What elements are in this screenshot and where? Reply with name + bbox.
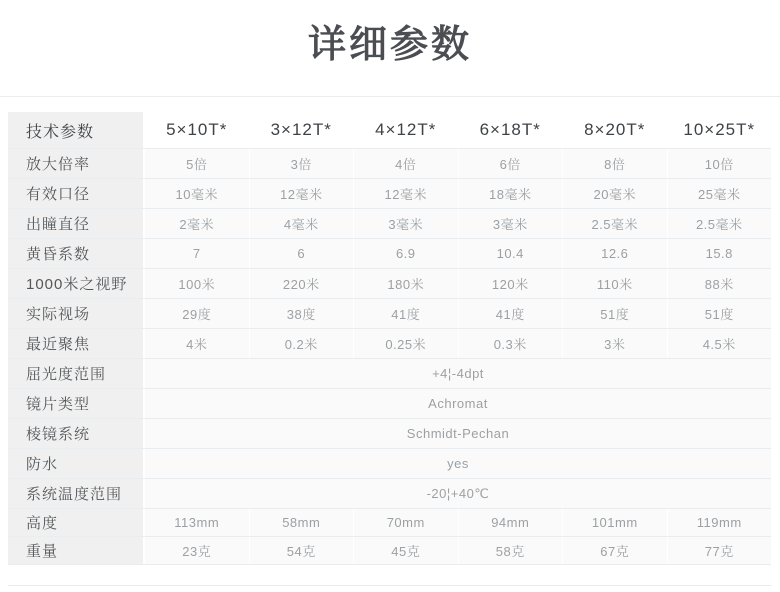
row-label: 棱镜系统 <box>8 419 145 448</box>
spec-value: 120米 <box>458 269 563 298</box>
column-header: 6×18T* <box>458 112 563 148</box>
row-label: 实际视场 <box>8 299 145 328</box>
spec-value: 3倍 <box>249 149 354 178</box>
spec-value: 54克 <box>249 537 354 564</box>
spec-value: 10.4 <box>458 239 563 268</box>
table-header-row <box>8 112 771 149</box>
top-divider <box>0 96 780 97</box>
spec-value: 67克 <box>562 537 667 564</box>
table-row <box>8 299 771 329</box>
spec-value: 113mm <box>145 509 249 536</box>
spec-value: 180米 <box>353 269 458 298</box>
spec-value-span: Schmidt-Pechan <box>145 419 771 448</box>
table-row <box>8 269 771 299</box>
spec-value: 0.25米 <box>353 329 458 358</box>
spec-value: 7 <box>145 239 249 268</box>
spec-value: 5倍 <box>145 149 249 178</box>
spec-value: 0.3米 <box>458 329 563 358</box>
spec-value: 12毫米 <box>249 179 354 208</box>
spec-value: 3毫米 <box>353 209 458 238</box>
row-label: 出瞳直径 <box>8 209 145 238</box>
row-label: 最近聚焦 <box>8 329 145 358</box>
spec-value: 4倍 <box>353 149 458 178</box>
spec-value: 101mm <box>562 509 667 536</box>
table-row <box>8 449 771 479</box>
spec-value: 4.5米 <box>667 329 772 358</box>
spec-value: 18毫米 <box>458 179 563 208</box>
spec-value: 4米 <box>145 329 249 358</box>
spec-value: 6 <box>249 239 354 268</box>
spec-value: 2.5毫米 <box>562 209 667 238</box>
row-label: 有效口径 <box>8 179 145 208</box>
spec-value: 3米 <box>562 329 667 358</box>
row-label: 重量 <box>8 537 145 564</box>
column-header: 3×12T* <box>249 112 354 148</box>
spec-value-span: +4¦-4dpt <box>145 359 771 388</box>
row-label: 1000米之视野 <box>8 269 145 298</box>
bottom-divider <box>8 585 771 586</box>
column-header: 10×25T* <box>667 112 772 148</box>
spec-value: 12.6 <box>562 239 667 268</box>
table-row <box>8 509 771 537</box>
row-label: 防水 <box>8 449 145 478</box>
table-row <box>8 419 771 449</box>
table-row <box>8 179 771 209</box>
spec-value: 70mm <box>353 509 458 536</box>
spec-value: 38度 <box>249 299 354 328</box>
header-label-cell: 技术参数 <box>8 112 145 148</box>
spec-value: 58克 <box>458 537 563 564</box>
table-row <box>8 209 771 239</box>
table-row <box>8 359 771 389</box>
spec-value: 2毫米 <box>145 209 249 238</box>
spec-value-span: yes <box>145 449 771 478</box>
spec-value: 6倍 <box>458 149 563 178</box>
spec-value: 45克 <box>353 537 458 564</box>
spec-table <box>8 112 771 565</box>
spec-value: 119mm <box>667 509 772 536</box>
spec-value: 41度 <box>353 299 458 328</box>
spec-value: 51度 <box>667 299 772 328</box>
spec-value: 220米 <box>249 269 354 298</box>
spec-value: 94mm <box>458 509 563 536</box>
spec-value: 10毫米 <box>145 179 249 208</box>
spec-value: 8倍 <box>562 149 667 178</box>
row-label: 系统温度范围 <box>8 479 145 508</box>
column-header: 4×12T* <box>353 112 458 148</box>
table-row <box>8 239 771 269</box>
spec-value: 6.9 <box>353 239 458 268</box>
row-label: 放大倍率 <box>8 149 145 178</box>
spec-value-span: Achromat <box>145 389 771 418</box>
spec-value: 41度 <box>458 299 563 328</box>
row-label: 黄昏系数 <box>8 239 145 268</box>
spec-value: 4毫米 <box>249 209 354 238</box>
row-label: 高度 <box>8 509 145 536</box>
spec-value: 20毫米 <box>562 179 667 208</box>
table-row <box>8 479 771 509</box>
page-title: 详细参数 <box>307 24 472 66</box>
table-row <box>8 537 771 565</box>
spec-value: 0.2米 <box>249 329 354 358</box>
table-body <box>8 149 771 565</box>
spec-value: 23克 <box>145 537 249 564</box>
spec-value: 12毫米 <box>353 179 458 208</box>
spec-value: 88米 <box>667 269 772 298</box>
spec-value-span: -20¦+40℃ <box>145 479 771 508</box>
table-row <box>8 389 771 419</box>
spec-value: 77克 <box>667 537 772 564</box>
spec-value: 3毫米 <box>458 209 563 238</box>
spec-value: 2.5毫米 <box>667 209 772 238</box>
spec-value: 58mm <box>249 509 354 536</box>
spec-value: 25毫米 <box>667 179 772 208</box>
table-row <box>8 329 771 359</box>
row-label: 镜片类型 <box>8 389 145 418</box>
table-row <box>8 149 771 179</box>
spec-value: 110米 <box>562 269 667 298</box>
row-label: 屈光度范围 <box>8 359 145 388</box>
spec-value: 10倍 <box>667 149 772 178</box>
column-header: 5×10T* <box>145 112 249 148</box>
spec-value: 51度 <box>562 299 667 328</box>
spec-value: 29度 <box>145 299 249 328</box>
spec-value: 15.8 <box>667 239 772 268</box>
spec-value: 100米 <box>145 269 249 298</box>
column-header: 8×20T* <box>562 112 667 148</box>
